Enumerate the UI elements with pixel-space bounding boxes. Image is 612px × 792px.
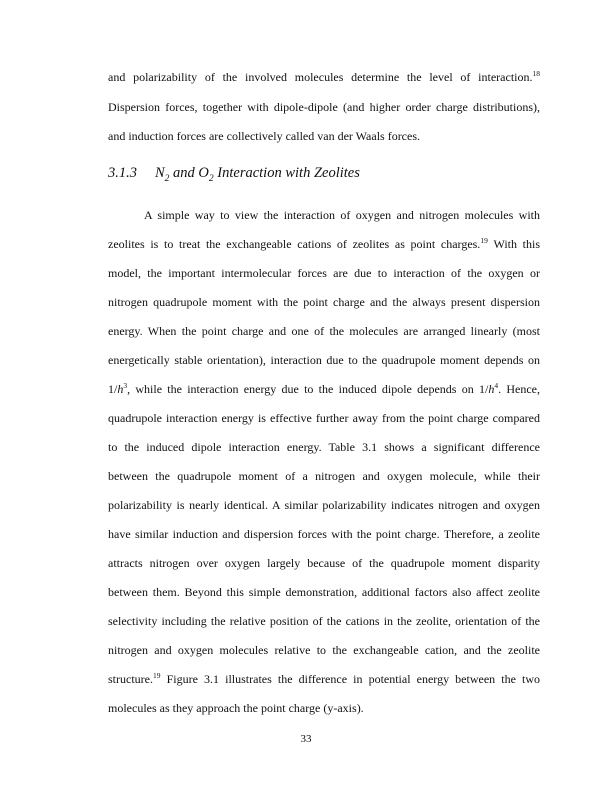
- body-text-line: model, the important intermolecular forces are due to interaction of the oxygen or: [108, 266, 540, 280]
- section-number: 3.1.3: [108, 165, 137, 181]
- body-text-line: nitrogen quadrupole moment with the point charge and the always present dispersion: [108, 295, 540, 309]
- body-text-line: molecules as they approach the point charge (y-axis).: [108, 701, 364, 715]
- body-text-line: energetically stable orientation), interaction due to the quadrupole moment depends on: [108, 353, 540, 367]
- section-heading: [108, 164, 360, 182]
- citation-ref: 19: [480, 236, 488, 245]
- citation-ref: 18: [532, 69, 540, 78]
- body-text-line: selectivity including the relative position of the cations in the zeolite, orientation of the: [108, 614, 540, 628]
- body-text-line: $1/h^3$, while the interaction energy due to the induced dipole depends on $1/h^4$. Hence,: [108, 381, 540, 396]
- body-text-line: polarizability is nearly identical. A similar polarizability indicates nitrogen and oxygen: [108, 498, 540, 512]
- body-text-line: to the induced dipole interaction energy. Table 3.1 shows a significant difference: [108, 440, 540, 454]
- body-text-line: structure.$^{19}$ Figure 3.1 illustrates the difference in potential energy between the two: [108, 671, 541, 686]
- citation-ref: 19: [152, 671, 161, 680]
- body-text-line: A simple way to view the interaction of oxygen and nitrogen molecules with: [144, 208, 540, 222]
- page-number: 33: [300, 733, 312, 745]
- body-text-line: and polarizability of the involved molecules determine the level of interaction.$^{18}$: [108, 69, 540, 84]
- body-text-line: quadrupole interaction energy is effective further away from the point charge compared: [108, 411, 540, 425]
- body-text-line: energy. When the point charge and one of the molecules are arranged linearly (most: [108, 324, 540, 338]
- body-text-line: Dispersion forces, together with dipole-dipole (and higher order charge distributions),: [108, 100, 540, 114]
- body-text-line: and induction forces are collectively called van der Waals forces.: [108, 129, 421, 143]
- body-text-line: nitrogen and oxygen molecules relative to the exchangeable cation, and the zeolite: [108, 643, 540, 657]
- body-text-line: between them. Beyond this simple demonstration, additional factors also affect zeolite: [108, 585, 540, 599]
- body-text-line: attracts nitrogen over oxygen largely because of the quadrupole moment disparity: [108, 556, 540, 570]
- body-text-line: have similar induction and dispersion forces with the point charge. Therefore, a zeolite: [108, 527, 540, 541]
- body-text-line: zeolites is to treat the exchangeable cations of zeolites as point charges.$^{19}$ With this: [108, 236, 541, 251]
- section-title: $N_2$ and $O_2$ Interaction with Zeolites: [155, 165, 360, 184]
- body-text-line: between the quadrupole moment of a nitrogen and oxygen molecule, while their: [108, 469, 540, 483]
